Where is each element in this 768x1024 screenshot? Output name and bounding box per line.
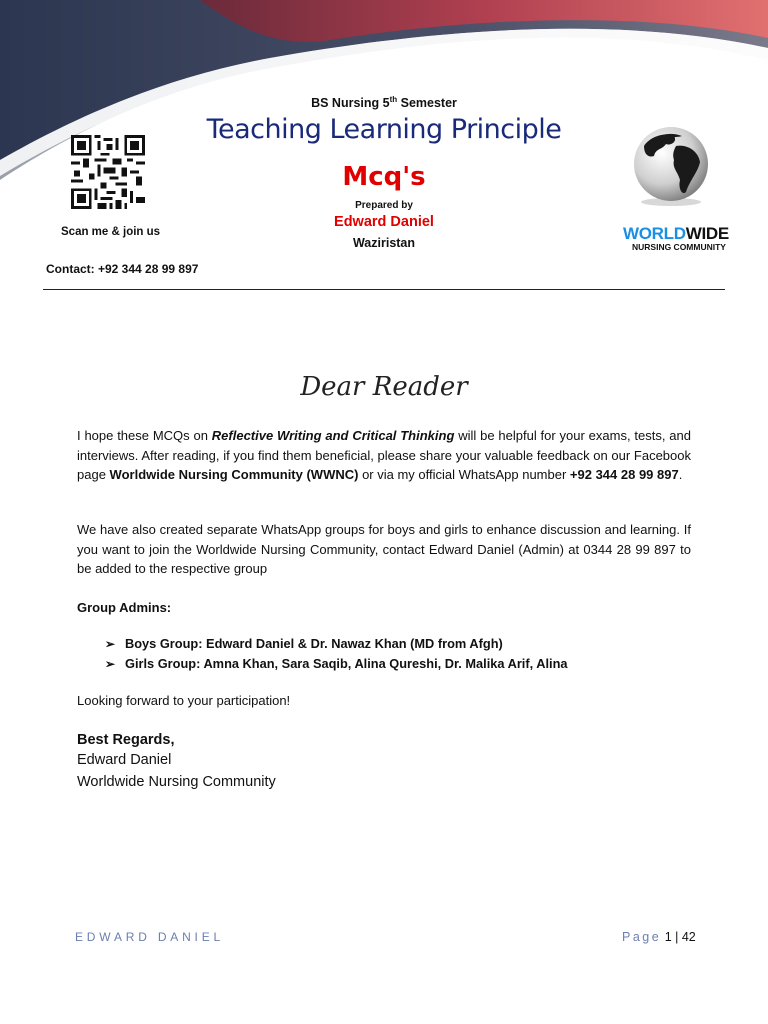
group-list [105, 634, 568, 674]
footer-author: EDWARD DANIEL [75, 930, 224, 944]
worldwide-logo-text: WORLDWIDE [623, 224, 729, 243]
list-item: ➢ Girls Group: Amna Khan, Sara Saqib, Alina Qureshi, Dr. Malika Arif, Alina [105, 654, 568, 674]
course-line: BS Nursing 5th Semester [311, 95, 457, 111]
document-title: Teaching Learning Principle [206, 114, 562, 145]
arrow-bullet-icon: ➢ [105, 637, 116, 651]
globe-icon [626, 124, 716, 208]
closing-line: Looking forward to your participation! [77, 693, 291, 708]
qr-code-icon[interactable] [70, 135, 146, 209]
prepared-by-label: Prepared by [355, 200, 413, 211]
salutation: Dear Reader [300, 372, 468, 402]
signature-name: Edward Daniel [77, 752, 172, 768]
paragraph-intro: I hope these MCQs on Reflective Writing and Critical Thinking will be helpful for your exams, tests, and interviews. After reading, if you find them beneficial, please share your valuable feedback on our Facebook page Worldwide Nursing Community (WWNC) or via my official WhatsApp number +92 344 28 99 897. [77, 428, 691, 482]
group-admins-heading: Group Admins: [77, 600, 172, 615]
signature-organization: Worldwide Nursing Community [77, 774, 276, 790]
contact-number[interactable]: Contact: +92 344 28 99 897 [46, 262, 199, 276]
paragraph-groups: We have also created separate WhatsApp groups for boys and girls to enhance discussion and learning. If you want to join the Worldwide Nursing Community, contact Edward Daniel (Admin) at 0344 28 99 897 to be added to the respective group [77, 522, 691, 576]
author-location: Waziristan [352, 236, 416, 250]
header-divider [43, 289, 725, 290]
worldwide-logo-subtext: NURSING COMMUNITY [632, 242, 726, 252]
list-item: ➢ Boys Group: Edward Daniel & Dr. Nawaz Khan (MD from Afgh) [105, 634, 568, 654]
qr-caption: Scan me & join us [61, 226, 161, 238]
document-subtitle: Mcq's [342, 162, 426, 192]
page-number: Page 1 | 42 [622, 930, 696, 944]
arrow-bullet-icon: ➢ [105, 657, 116, 671]
best-regards: Best Regards, [77, 732, 175, 748]
author-name: Edward Daniel [334, 214, 434, 230]
